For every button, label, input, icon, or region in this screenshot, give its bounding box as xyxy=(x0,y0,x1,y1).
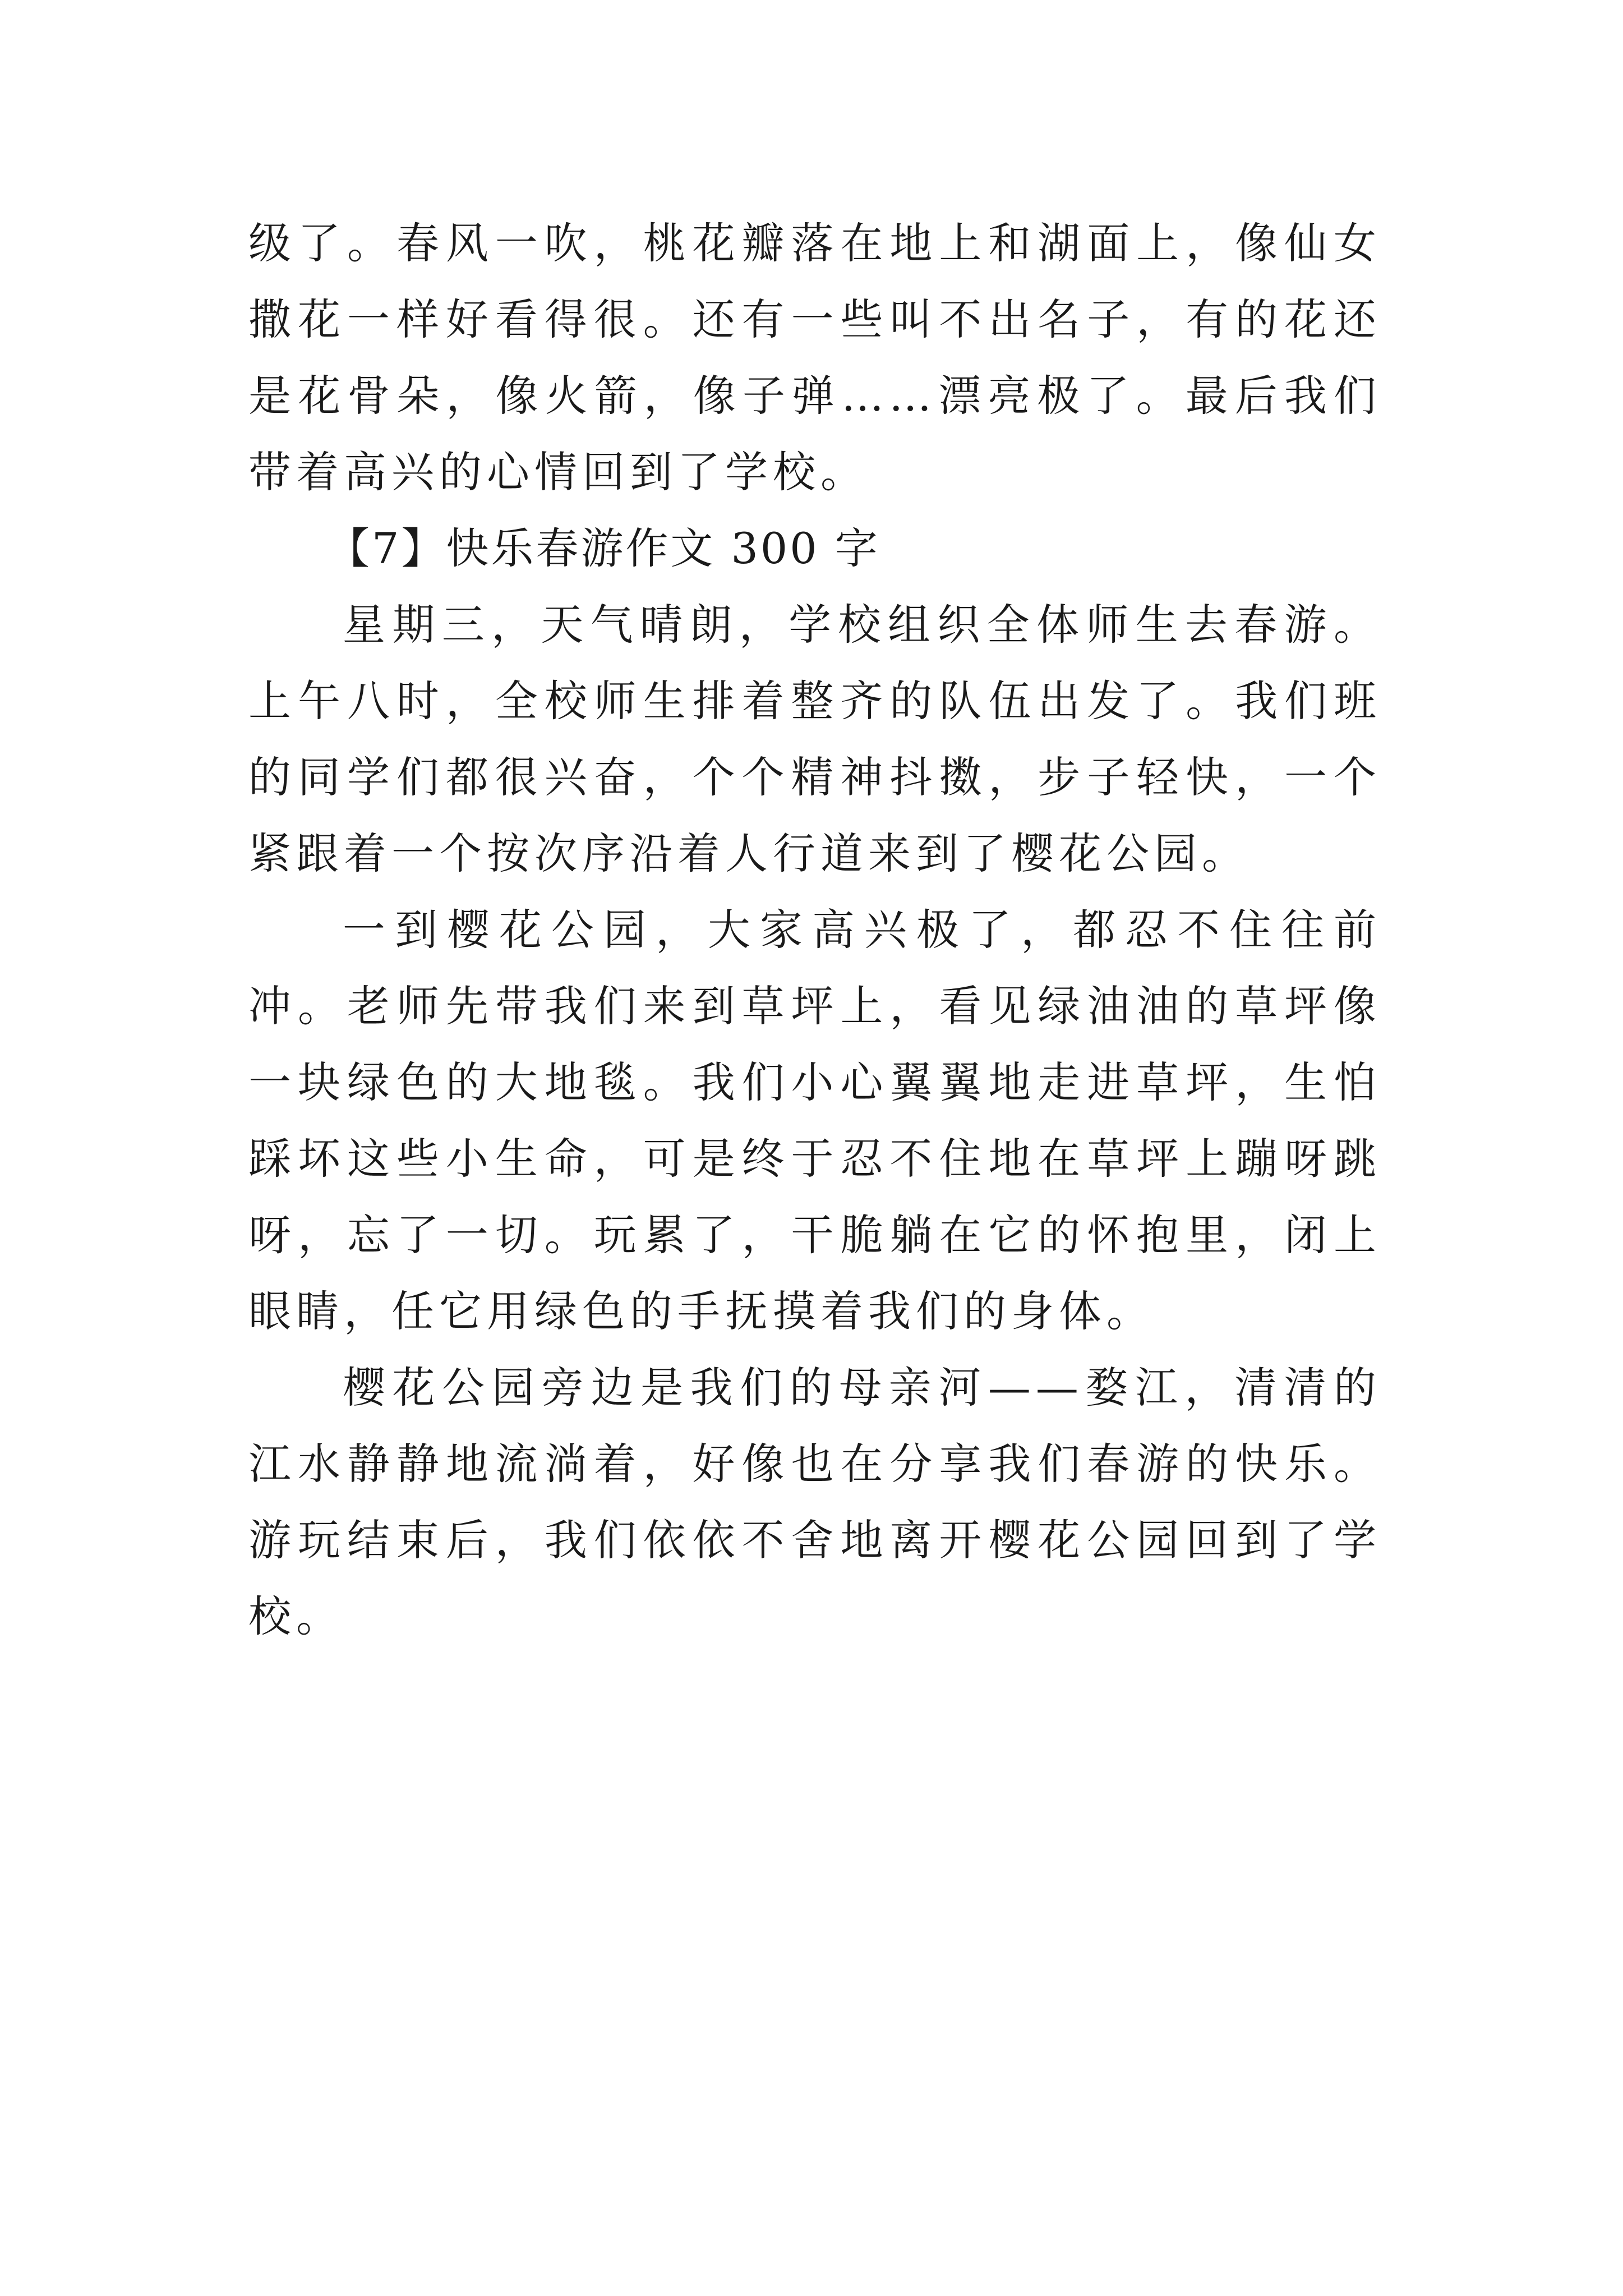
document-body xyxy=(248,205,1381,1655)
paragraph-3: 樱花公园旁边是我们的母亲河——婺江，清清的江水静静地流淌着，好像也在分享我们春游的快乐。游玩结束后，我们依依不舍地离开樱花公园回到了学校。 xyxy=(248,1363,1381,1641)
paragraph-continuation: 级了。春风一吹，桃花瓣落在地上和湖面上，像仙女撒花一样好看得很。还有一些叫不出名子，有的花还是花骨朵，像火箭，像子弹……漂亮极了。最后我们带着高兴的心情回到了学校。 xyxy=(248,218,1381,497)
section-heading: 【7】快乐春游作文 300 字 xyxy=(327,523,880,573)
paragraph-2: 一到樱花公园，大家高兴极了，都忍不住往前冲。老师先带我们来到草坪上，看见绿油油的草坪像一块绿色的大地毯。我们小心翼翼地走进草坪，生怕踩坏这些小生命，可是终于忍不住地在草坪上蹦呀跳呀，忘了一切。玩累了，干脆躺在它的怀抱里，闭上眼睛，任它用绿色的手抚摸着我们的身体。 xyxy=(248,905,1381,1336)
paragraph-1: 星期三，天气晴朗，学校组织全体师生去春游。上午八时，全校师生排着整齐的队伍出发了。我们班的同学们都很兴奋，个个精神抖擞，步子轻快，一个紧跟着一个按次序沿着人行道来到了樱花公园。 xyxy=(248,600,1381,878)
